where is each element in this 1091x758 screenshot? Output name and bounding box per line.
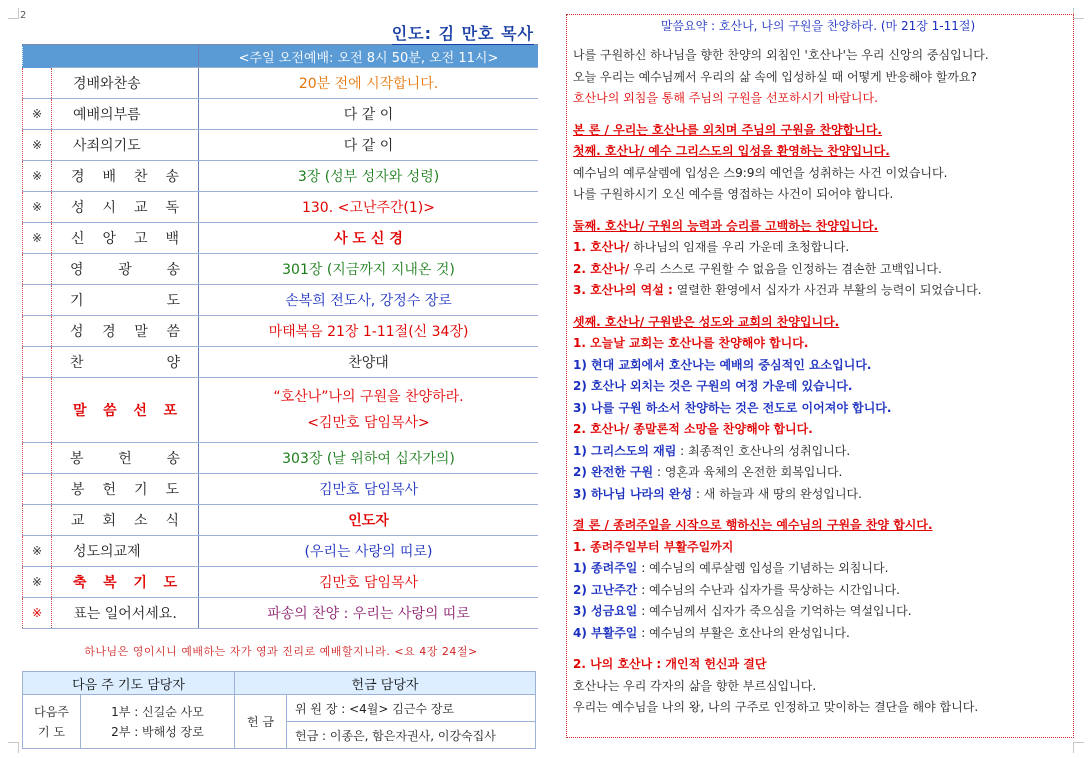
prayer-duty-header: 다음 주 기도 담당자 [23,672,235,695]
order-item-name: 사죄의기도 [73,138,141,154]
crop-mark [8,8,19,19]
worship-order-table [22,44,538,629]
offering-chair: 위 원 장 : <4월> 김근수 장로 [287,695,536,722]
closing-line: 우리는 예수님을 나의 왕, 나의 구주로 인정하고 맞이하는 결단을 해야 합니다. [573,700,979,714]
list-item: 2. 호산나/ 우리 스스로 구원할 수 없음을 인정하는 겸손한 고백입니다. [573,261,942,276]
order-item-value: 손복희 전도사, 강정수 장로 [199,285,539,316]
section-line: 예수님의 예루살렘에 입성은 스9:9의 예언을 성취하는 사건 이었습니다. [573,165,948,180]
sub-heading: 2. 나의 호산나 : 개인적 헌신과 결단 [573,657,767,671]
conclusion-heading: 결 론 / 종려주일을 시작으로 행하신는 예수님의 구원을 찬양 합시다. [573,518,933,532]
table-row: ※ 표는 일어서세요. 파송의 찬양 : 우리는 사랑의 띠로 [23,598,539,629]
leader-title: 인도: 김 만호 목사 [392,21,534,45]
order-item-value: 사 도 신 경 [199,223,539,254]
sermon-summary-panel [566,14,1074,738]
sub-heading: 2. 호산나/ 종말론적 소망을 찬양해야 합니다. [573,422,813,436]
order-item-name: 경 배 찬 송 [71,169,179,185]
table-row: ※ 예배의부름 다 같 이 [23,99,539,130]
scripture-quote: 하나님은 영이시니 예배하는 자가 영과 진리로 예배할지니라. <요 4장 24절> [84,645,478,658]
table-row: ※ 경 배 찬 송 3장 (성부 성자와 성령) [23,161,539,192]
order-item-name: 경배와찬송 [73,76,141,92]
order-item-value: 파송의 찬양 : 우리는 사랑의 띠로 [199,598,539,629]
order-item-name: 봉 헌 송 [70,451,180,467]
list-item: 1) 종려주일 : 예수님의 예루살렘 입성을 기념하는 외침니다. [573,561,889,575]
list-item: 1) 그리스도의 재림 : 최종적인 호산나의 성취입니다. [573,443,851,458]
table-row [23,254,539,285]
order-item-name: 말 씀 선 포 [73,403,177,419]
offering-label: 헌 금 [235,695,287,749]
section-line: 나를 구원하시기 오신 예수를 영접하는 사건이 되어야 합니다. [573,187,894,201]
table-row: ※ 사죄의기도 다 같 이 [23,130,539,161]
sub-heading: 1. 오늘날 교회는 호산나를 찬양해야 합니다. [573,336,809,350]
table-row [23,474,539,505]
closing-line: 호산나는 우리 각자의 삶을 향한 부르심입니다. [573,678,817,693]
order-item-value: 김만호 담임목사 [199,567,539,598]
intro-line: 나를 구원하신 하나님을 향한 찬양의 외침인 '호산나'는 우리 신앙의 중심입니다. [573,48,989,62]
crop-mark [1073,742,1084,753]
list-item: 2) 호산나 외치는 것은 구원의 여정 가운데 있습니다. [573,379,853,393]
table-row [23,285,539,316]
section-heading: 셋째. 호산나/ 구원받은 성도와 교회의 찬양입니다. [573,314,840,329]
order-item-value: (우리는 사랑의 띠로) [199,536,539,567]
sermon-summary-title: 말씀요약 : 호산나, 나의 구원을 찬양하라. (마 21장 1-11절) [660,19,976,33]
order-item-name: 예배의부름 [73,107,141,123]
order-item-name: 성 시 교 독 [71,200,179,216]
crop-mark [8,742,19,753]
table-header-row [23,45,539,68]
order-item-name: 영 광 송 [70,262,180,278]
order-item-name: 기 도 [70,293,180,309]
table-row: ※ 신 앙 고 백 사 도 신 경 [23,223,539,254]
order-item-value: 김만호 담임목사 [199,474,539,505]
main-heading: 본 론 / 우리는 호산나를 외치며 주님의 구원을 찬양합니다. [573,122,882,137]
table-row [23,316,539,347]
prayer-label: 다음주 기 도 [23,695,81,749]
order-item-value: 3장 (성부 성자와 성령) [199,161,539,192]
list-item: 2) 완전한 구원 : 영혼과 육체의 온전한 회복입니다. [573,465,843,479]
duty-table [22,671,536,749]
offering-assignees: 헌금 : 이종은, 함은자권사, 이강숙집사 [287,722,536,749]
list-item: 2) 고난주간 : 예수님의 수난과 십자가를 묵상하는 시간입니다. [573,582,900,597]
order-item-name: 성 경 말 씀 [70,324,180,340]
intro-line: 오늘 우리는 예수님께서 우리의 삶 속에 입성하실 때 어떻게 반응해야 할까요? [573,69,977,84]
section-heading: 둘째. 호산나/ 구원의 능력과 승리를 고백하는 찬양입니다. [573,218,879,233]
list-item: 3) 나를 구원 하소서 찬양하는 것은 전도로 이어져야 합니다. [573,400,892,415]
list-item: 3. 호산나의 역설 : 열렬한 환영에서 십자가 사건과 부활의 능력이 되었습니다. [573,283,982,297]
order-item-value: 다 같 이 [199,99,539,130]
table-row [23,505,539,536]
offering-duty-header: 헌금 담당자 [235,672,536,695]
list-item: 4) 부활주일 : 예수님의 부활은 호산나의 완성입니다. [573,625,850,640]
order-item-value: 인도자 [199,505,539,536]
intro-line: 호산나의 외침을 통해 주님의 구원을 선포하시기 바랍니다. [573,91,878,105]
duty-row [23,695,536,722]
prayer-assignees: 1부 : 신길순 사모 2부 : 박해성 장로 [81,695,235,749]
order-item-value: 301장 (지금까지 지내온 것) [199,254,539,285]
service-time-header: <주일 오전예배: 오전 8시 50분, 오전 11시> [199,45,539,68]
duty-header-row [23,672,536,695]
sermon-preacher: <김만호 담임목사> [307,415,430,431]
order-item-value: 마태복음 21장 1-11절(신 34장) [199,316,539,347]
table-row: ※ 축 복 기 도 김만호 담임목사 [23,567,539,598]
table-row: ※ 성도의교제 (우리는 사랑의 띠로) [23,536,539,567]
order-item-value: 찬양대 [199,347,539,378]
order-item-value: 303장 (날 위하여 십자가의) [199,443,539,474]
page-number: 2 [20,10,27,21]
order-item-value: 다 같 이 [199,130,539,161]
order-item-name: 신 앙 고 백 [71,231,179,247]
order-item-name: 찬 양 [70,355,180,371]
list-item: 3) 하나님 나라의 완성 : 새 하늘과 새 땅의 완성입니다. [573,486,862,501]
order-item-name: 성도의교제 [73,544,141,560]
leader-line [22,18,540,44]
section-heading: 첫째. 호산나/ 예수 그리스도의 입성을 환영하는 찬양입니다. [573,144,890,158]
sermon-title: “호산나”나의 구원을 찬양하라. [273,389,464,405]
crop-mark [1073,8,1084,19]
order-item-value: 130. <고난주간(1)> [199,192,539,223]
list-item: 1. 호산나/ 하나님의 임재를 우리 가운데 초청합니다. [573,240,850,254]
order-item-name: 봉 헌 기 도 [71,482,179,498]
order-item-name: 교 회 소 식 [71,513,179,529]
table-row [23,443,539,474]
list-item: 3) 성금요일 : 예수님께서 십자가 죽으심을 기억하는 역설입니다. [573,604,912,618]
worship-order-panel [22,18,540,749]
order-item-name: 축 복 기 도 [73,575,177,591]
table-row [23,68,539,99]
standing-note: 표는 일어서세요. [52,598,199,629]
table-row: ※ 성 시 교 독 130. <고난주간(1)> [23,192,539,223]
table-row [23,347,539,378]
sermon-title-cell [199,378,539,443]
order-item-value: 20분 전에 시작합니다. [199,68,539,99]
table-row [23,378,539,443]
list-item: 1) 현대 교회에서 호산나는 예배의 중심적인 요소입니다. [573,357,872,372]
sub-heading: 1. 종려주일부터 부활주일까지 [573,539,734,554]
